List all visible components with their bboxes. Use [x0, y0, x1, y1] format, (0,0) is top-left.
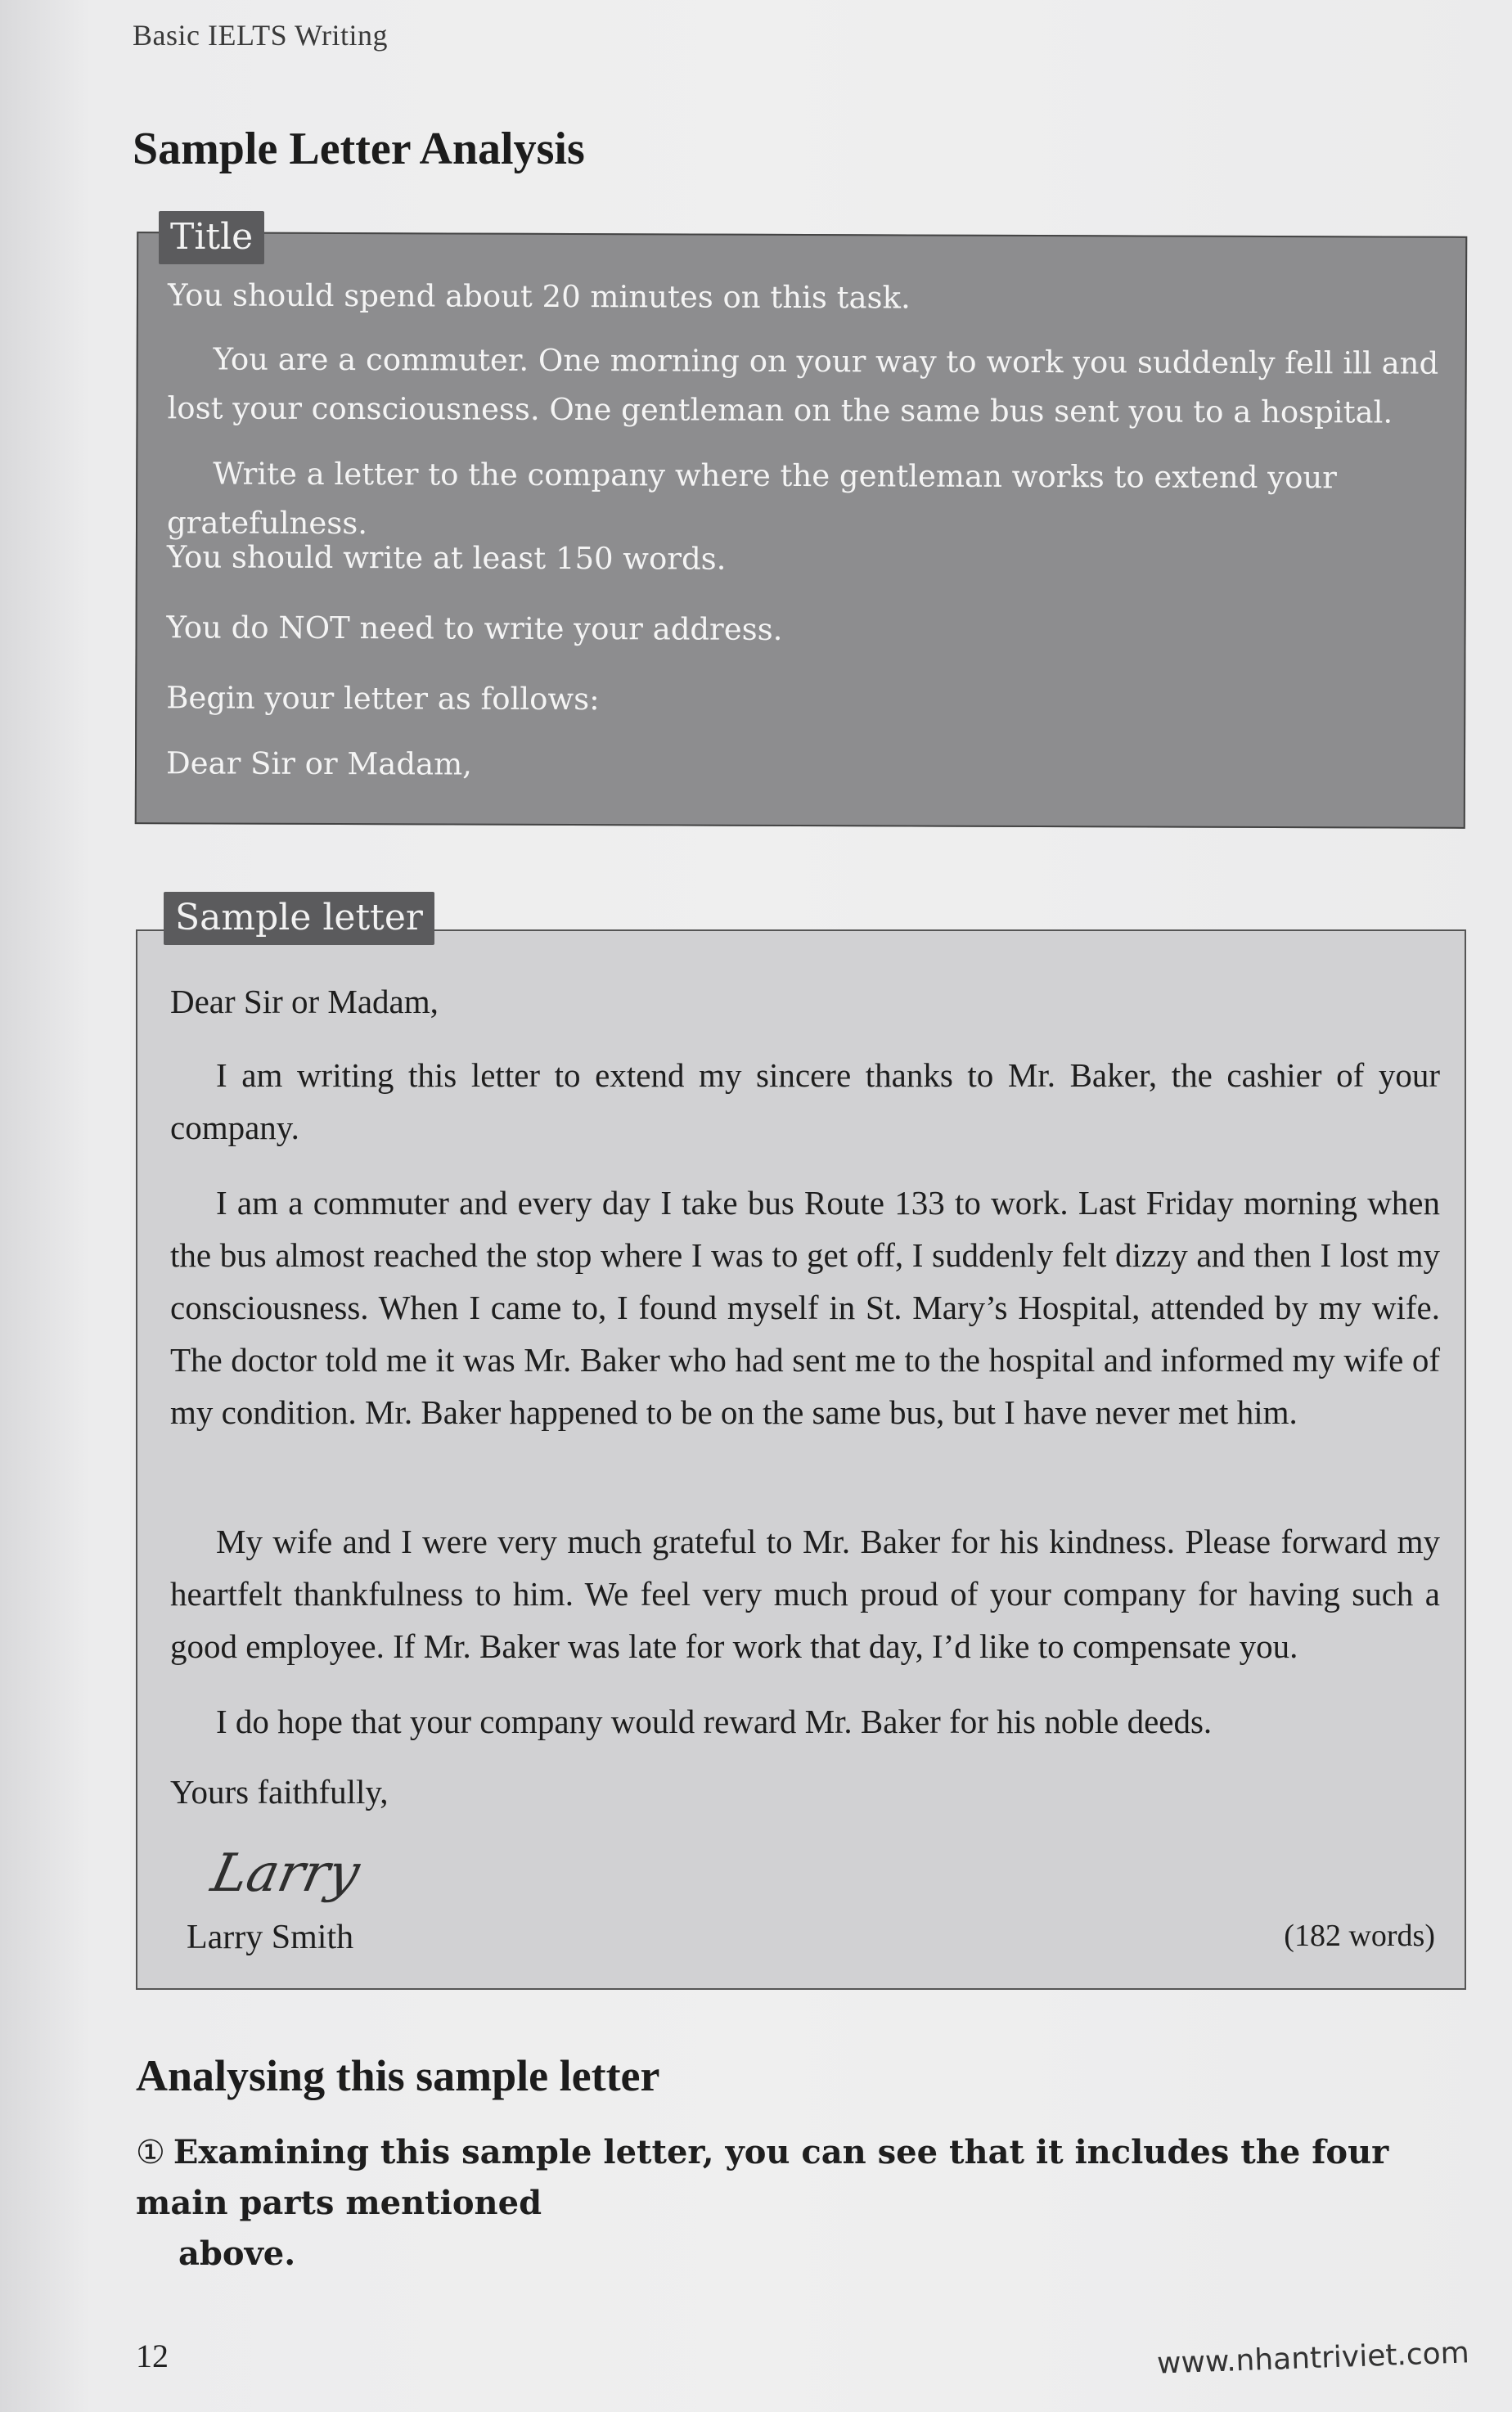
letter-paragraph-3: My wife and I were very much grateful to Mr. Baker for his kindness. Please forward my heartfelt thankfulness to him. We feel very much proud of your company for having such a good employee. If Mr. Baker was late for work that day, I’d like to compensate you. [170, 1523, 1440, 1665]
title-tag: Title [159, 211, 264, 264]
running-head: Basic IELTS Writing [133, 19, 389, 52]
sample-letter-box [136, 929, 1466, 1990]
analysis-heading: Analysing this sample letter [136, 2051, 660, 2100]
task-scenario: You are a commuter. One morning on your way to work you suddenly fell ill and lost your consciousness. One gentleman on the same bus sent you to a hospital. [167, 341, 1439, 430]
letter-closing: Yours faithfully, [170, 1773, 389, 1811]
task-salutation: Dear Sir or Madam, [165, 745, 473, 782]
task-time-line: You should spend about 20 minutes on this task. [167, 277, 911, 316]
page-number: 12 [136, 2338, 169, 2374]
website-url: www.nhantriviet.com [1156, 2336, 1470, 2381]
analysis-item-1-continued: above. [178, 2234, 296, 2273]
letter-greeting: Dear Sir or Madam, [170, 983, 439, 1020]
analysis-item-1 [136, 2127, 1478, 2279]
task-prompt-box [135, 232, 1468, 829]
task-word-requirement: You should write at least 150 words. [166, 539, 727, 577]
task-instruction: Write a letter to the company where the gentleman works to extend your gratefulness. [166, 456, 1337, 542]
letter-paragraph-2: I am a commuter and every day I take bus Route 133 to work. Last Friday morning when the bus almost reached the stop where I was to get off, I suddenly felt dizzy and then I lost my consciousness. When I came to, I found myself in St. Mary’s Hospital, attended by my wife. The doctor told me it was Mr. Baker who had sent me to the hospital and informed my wife of my condition. Mr. Baker happened to be on the same bus, but I have never met him. [170, 1184, 1440, 1431]
sample-letter-tag: Sample letter [164, 892, 434, 945]
letter-paragraph-4: I do hope that your company would reward Mr. Baker for his noble deeds. [216, 1703, 1213, 1740]
section-title: Sample Letter Analysis [133, 124, 585, 174]
handwritten-signature: Larry [206, 1843, 365, 1904]
analysis-item-1-text: Examining this sample letter, you can see that it includes the four main parts mentioned [136, 2133, 1389, 2222]
task-begin-note: Begin your letter as follows: [166, 680, 600, 718]
word-count: (182 words) [1284, 1919, 1435, 1953]
letter-paragraph-1: I am writing this letter to extend my sincere thanks to Mr. Baker, the cashier of your company. [170, 1056, 1440, 1146]
task-address-note: You do NOT need to write your address. [166, 610, 783, 647]
circled-number-1: ① [136, 2134, 165, 2171]
signer-name: Larry Smith [187, 1919, 354, 1956]
